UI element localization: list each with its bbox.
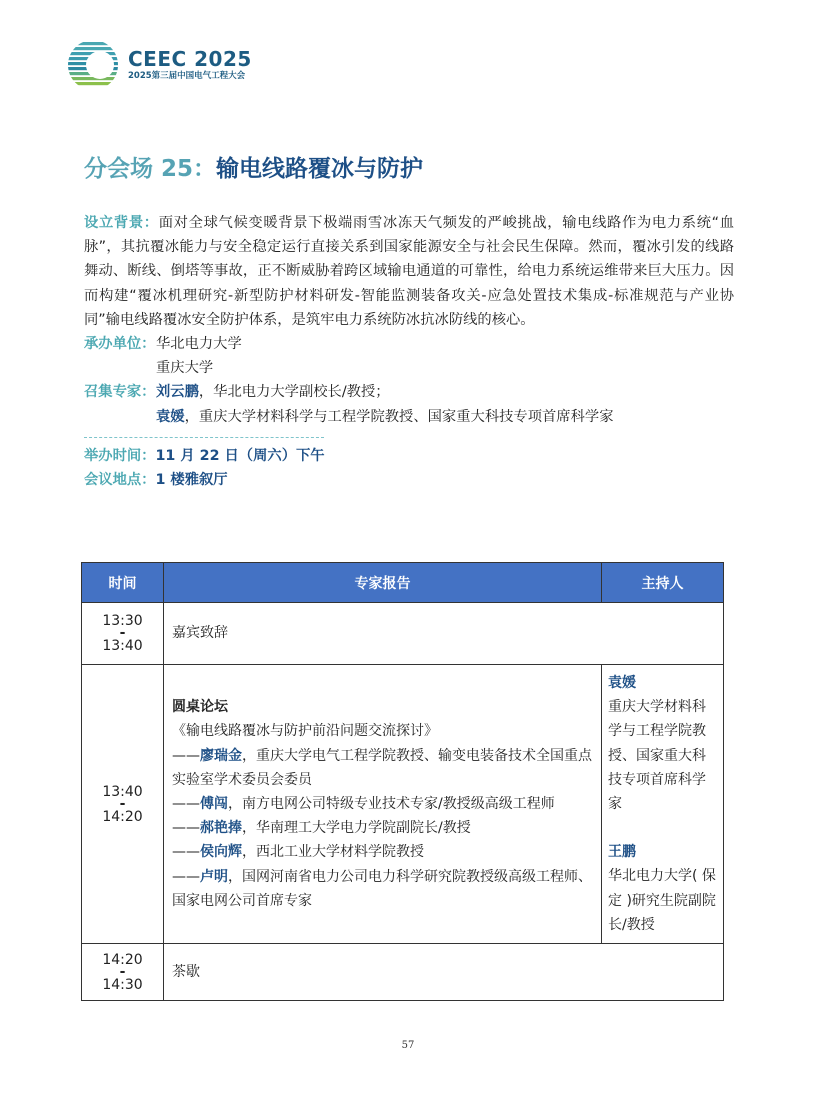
convener-desc: ，华北电力大学副校长/教授； [198,384,390,401]
host-desc: 华北电力大学( 保定 )研究生院副院长/教授 [608,868,716,933]
convener-desc: ，重庆大学材料科学与工程学院教授、国家重大科技专项首席科学家 [184,408,614,425]
end-time: 14:30 [102,976,143,993]
organizers-label: 承办单位： [84,336,156,353]
dash-prefix: —— [172,747,200,764]
conveners-label: 召集专家： [84,384,156,401]
venue-row [84,468,734,492]
speaker-desc: ，华南理工大学电力学院副院长/教授 [242,820,471,837]
ceec-globe-logo-icon [66,38,120,92]
time-separator: - [119,625,126,641]
background-label: 设立背景： [84,215,159,231]
session-info [84,211,734,492]
speaker-name: 卢明 [200,868,228,885]
venue-value: 1 楼雅叙厅 [155,472,228,489]
header-report: 专家报告 [164,563,602,603]
logo-subtitle: 2025第三届中国电气工程大会 [128,71,246,81]
speaker-desc: ，西北工业大学材料学院教授 [242,844,424,861]
speaker-name: 侯向辉 [200,844,242,861]
time-separator: - [119,795,126,812]
time-cell [82,944,164,1001]
convener-item [156,380,614,404]
convener-item [156,405,614,429]
time-cell [82,665,164,944]
report-cell: 嘉宾致辞 [164,603,724,665]
report-cell: 茶歇 [164,944,724,1001]
host-desc: 重庆大学材料科学与工程学院教授、国家重大科技专项首席科学家 [608,699,706,813]
dash-prefix: —— [172,820,200,837]
speaker-item [172,744,593,792]
forum-subtitle: 《输电线路覆冰与防护前沿问题交流探讨》 [172,723,438,740]
conveners-row [84,380,734,428]
session-heading [84,150,423,183]
speaker-desc: ，南方电网公司特级专业技术专家/教授级高级工程师 [228,795,555,812]
background-text: 面对全球气候变暖背景下极端雨雪冰冻天气频发的严峻挑战，输电线路作为电力系统“血脉”，其抗覆冰能力与安全稳定运行直接关系到国家能源安全与社会民生保障。然而，覆冰引发的线路舞动、断线、倒塔等事故，正不断威胁着跨区域输电通道的可靠性，给电力系统运维带来巨大压力。因而构建“覆冰机理研究-新型防护材料研发-智能监测装备攻关-应急处置技术集成-标准规范与产业协同”输电线路覆冰安全防护体系，是筑牢电力系统防冰抗冰防线的核心。 [84,215,735,328]
dashed-divider [84,437,324,438]
speaker-item [172,840,593,864]
start-time: 13:40 [102,783,143,800]
forum-title: 圆桌论坛 [172,699,228,716]
time-label: 举办时间： [84,447,156,464]
start-time: 14:20 [102,951,143,968]
convener-name: 刘云鹏 [156,384,199,401]
convener-name: 袁媛 [156,408,185,425]
speaker-item [172,792,593,816]
dash-prefix: —— [172,844,200,861]
speaker-item [172,865,593,913]
speaker-name: 廖瑞金 [200,747,242,764]
host-cell [602,665,724,944]
time-value: 11 月 22 日（周六）下午 [155,447,325,464]
header-host: 主持人 [602,563,724,603]
session-number: 分会场 25： [84,156,217,182]
table-row [82,603,724,665]
speaker-name: 傅闯 [200,795,228,812]
host-name: 袁媛 [608,675,636,691]
dash-prefix: —— [172,795,200,812]
venue-label: 会议地点： [84,472,156,489]
table-row [82,665,724,944]
host-name: 王鹏 [608,844,636,861]
organizers-row [84,332,734,380]
table-header-row [82,563,724,603]
report-cell [164,665,602,944]
table-row [82,944,724,1001]
organizer-item: 华北电力大学 [156,336,242,353]
ceec-logo [66,38,252,92]
logo-title: CEEC 2025 [128,47,252,71]
speaker-item [172,816,593,840]
time-row [84,444,734,468]
end-time: 14:20 [102,808,143,825]
time-separator: - [119,963,126,980]
speaker-desc: ，国网河南省电力公司电力科学研究院教授级高级工程师、国家电网公司首席专家 [172,868,592,909]
schedule-table [81,562,724,1001]
time-cell [82,603,164,665]
header-time: 时间 [82,563,164,603]
speaker-desc: ，重庆大学电气工程学院教授、输变电装备技术全国重点实验室学术委员会委员 [172,747,592,788]
speaker-name: 郝艳捧 [200,820,242,837]
organizer-item: 重庆大学 [156,360,214,377]
dash-prefix: —— [172,868,200,885]
session-title: 输电线路覆冰与防护 [216,156,424,182]
end-time: 13:40 [102,638,143,654]
background-paragraph [84,211,734,332]
page-number: 57 [401,1040,415,1051]
start-time: 13:30 [102,613,143,629]
